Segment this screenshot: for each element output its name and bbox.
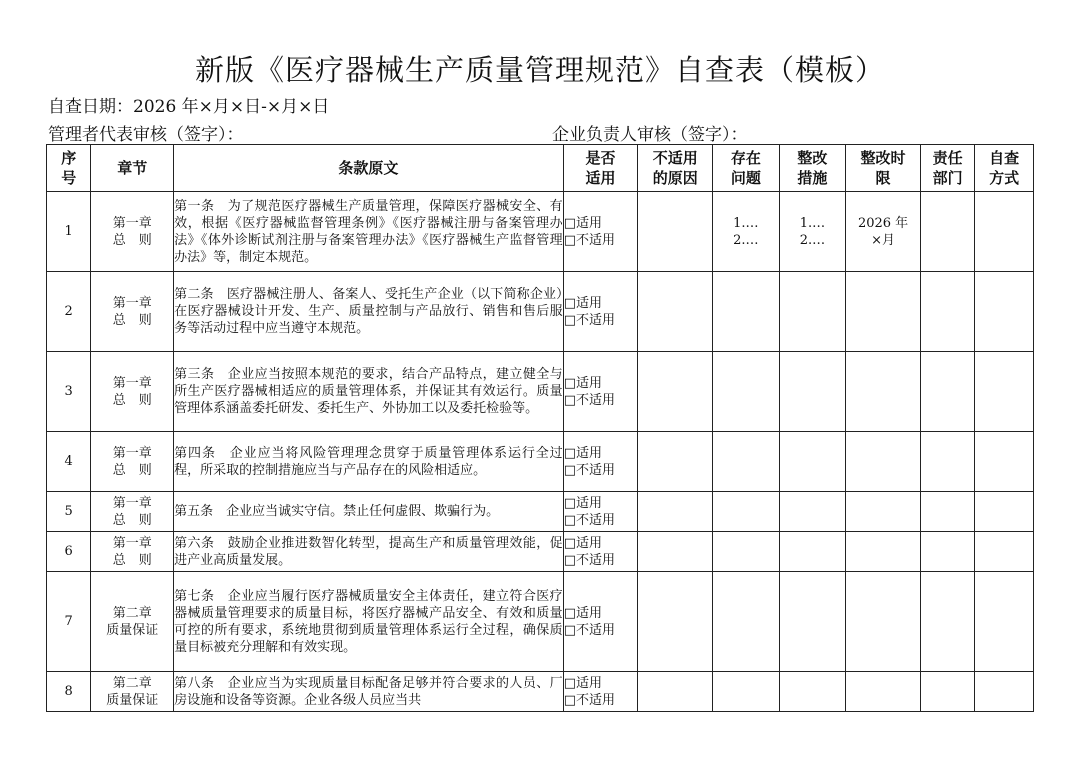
applicable-checkbox[interactable]: □适用: [563, 675, 602, 691]
row-number: 6: [47, 532, 91, 572]
row-method-cell[interactable]: [975, 492, 1034, 532]
row-issues-cell[interactable]: [713, 492, 780, 532]
not-applicable-checkbox[interactable]: □不适用: [563, 462, 615, 478]
row-applicability[interactable]: [563, 572, 638, 672]
row-clause-text: 第二条 医疗器械注册人、备案人、受托生产企业（以下简称企业）在医疗器械设计开发、生产、质量控制与产品放行、销售和售后服务等活动过程中应当遵守本规范。: [174, 272, 564, 352]
applicable-checkbox[interactable]: □适用: [563, 375, 602, 391]
not-applicable-checkbox[interactable]: □不适用: [563, 512, 615, 528]
row-issues-cell[interactable]: [713, 432, 780, 492]
row-measures-cell[interactable]: [779, 272, 846, 352]
header-check-method: 自查 方式: [975, 145, 1034, 192]
row-reason-cell[interactable]: [638, 272, 713, 352]
row-issues-cell[interactable]: [713, 672, 780, 712]
row-number: 5: [47, 492, 91, 532]
row-chapter: 第一章 总 则: [91, 192, 174, 272]
table-row: [47, 532, 1034, 572]
row-issues-cell[interactable]: [713, 572, 780, 672]
row-dept-cell[interactable]: [920, 492, 974, 532]
row-number: 8: [47, 672, 91, 712]
table-row: [47, 492, 1034, 532]
header-deadline: 整改时 限: [846, 145, 921, 192]
row-clause-text: 第五条 企业应当诚实守信。禁止任何虚假、欺骗行为。: [174, 492, 564, 532]
row-deadline-cell[interactable]: [846, 352, 921, 432]
header-responsible-dept: 责任 部门: [920, 145, 974, 192]
row-issues-cell[interactable]: [713, 532, 780, 572]
header-applicable: 是否 适用: [563, 145, 638, 192]
not-applicable-checkbox[interactable]: □不适用: [563, 692, 615, 708]
row-chapter: 第一章 总 则: [91, 492, 174, 532]
row-applicability[interactable]: [563, 432, 638, 492]
row-applicability[interactable]: [563, 492, 638, 532]
row-deadline-cell[interactable]: [846, 432, 921, 492]
management-representative-signature: 管理者代表审核（签字）：: [48, 125, 244, 145]
row-applicability[interactable]: [563, 532, 638, 572]
row-clause-text: 第一条 为了规范医疗器械生产质量管理，保障医疗器械安全、有效，根据《医疗器械监督管理条例》《医疗器械注册与备案管理办法》《体外诊断试剂注册与备案管理办法》《医疗器械生产监督管理办法》等，制定本规范。: [174, 192, 564, 272]
row-dept-cell[interactable]: [920, 532, 974, 572]
row-reason-cell[interactable]: [638, 432, 713, 492]
header-not-applicable-reason: 不适用 的原因: [638, 145, 713, 192]
row-clause-text: 第六条 鼓励企业推进数智化转型，提高生产和质量管理效能，促进产业高质量发展。: [174, 532, 564, 572]
row-reason-cell[interactable]: [638, 352, 713, 432]
row-applicability[interactable]: [563, 192, 638, 272]
table-row: [47, 432, 1034, 492]
row-measures-cell[interactable]: [779, 572, 846, 672]
row-chapter: 第一章 总 则: [91, 532, 174, 572]
applicable-checkbox[interactable]: □适用: [563, 535, 602, 551]
row-dept-cell[interactable]: [920, 672, 974, 712]
row-reason-cell[interactable]: [638, 672, 713, 712]
row-number: 1: [47, 192, 91, 272]
self-check-table: [46, 144, 1034, 712]
row-method-cell[interactable]: [975, 272, 1034, 352]
check-date: 自查日期：2026 年×月×日-×月×日: [48, 97, 330, 117]
row-dept-cell[interactable]: [920, 272, 974, 352]
row-number: 7: [47, 572, 91, 672]
table-row: [47, 352, 1034, 432]
row-measures-cell[interactable]: [779, 432, 846, 492]
company-head-signature: 企业负责人审核（签字）：: [552, 125, 748, 145]
row-chapter: 第一章 总 则: [91, 352, 174, 432]
row-clause-text: 第七条 企业应当履行医疗器械质量安全主体责任，建立符合医疗器械质量管理要求的质量目标，将医疗器械产品安全、有效和质量可控的所有要求，系统地贯彻到质量管理体系运行全过程，确保质量目标被充分理解和有效实现。: [174, 572, 564, 672]
table-row: [47, 672, 1034, 712]
table-row: [47, 192, 1034, 272]
row-reason-cell[interactable]: [638, 532, 713, 572]
row-method-cell[interactable]: [975, 192, 1034, 272]
row-applicability[interactable]: [563, 272, 638, 352]
header-row: [47, 145, 1034, 192]
row-number: 3: [47, 352, 91, 432]
row-deadline-cell[interactable]: 2026 年 ×月: [846, 192, 921, 272]
row-method-cell[interactable]: [975, 432, 1034, 492]
row-method-cell[interactable]: [975, 672, 1034, 712]
row-reason-cell[interactable]: [638, 572, 713, 672]
not-applicable-checkbox[interactable]: □不适用: [563, 312, 615, 328]
row-chapter: 第一章 总 则: [91, 432, 174, 492]
row-dept-cell[interactable]: [920, 352, 974, 432]
row-measures-cell[interactable]: [779, 672, 846, 712]
applicable-checkbox[interactable]: □适用: [563, 215, 602, 231]
row-clause-text: 第三条 企业应当按照本规范的要求，结合产品特点，建立健全与所生产医疗器械相适应的质量管理体系，并保证其有效运行。质量管理体系涵盖委托研发、委托生产、外协加工以及委托检验等。: [174, 352, 564, 432]
header-chapter: 章节: [91, 145, 174, 192]
row-chapter: 第二章 质量保证: [91, 672, 174, 712]
document-title: 新版《医疗器械生产质量管理规范》自查表（模板）: [194, 53, 885, 87]
row-clause-text: 第四条 企业应当将风险管理理念贯穿于质量管理体系运行全过程，所采取的控制措施应当与产品存在的风险相适应。: [174, 432, 564, 492]
row-dept-cell[interactable]: [920, 432, 974, 492]
row-issues-cell[interactable]: 1.… 2.…: [713, 192, 780, 272]
row-dept-cell[interactable]: [920, 192, 974, 272]
row-measures-cell[interactable]: [779, 352, 846, 432]
row-applicability[interactable]: [563, 352, 638, 432]
not-applicable-checkbox[interactable]: □不适用: [563, 552, 615, 568]
row-number: 4: [47, 432, 91, 492]
row-measures-cell[interactable]: 1.… 2.…: [779, 192, 846, 272]
header-issues: 存在 问题: [713, 145, 780, 192]
row-deadline-cell[interactable]: [846, 272, 921, 352]
applicable-checkbox[interactable]: □适用: [563, 445, 602, 461]
applicable-checkbox[interactable]: □适用: [563, 495, 602, 511]
row-method-cell[interactable]: [975, 572, 1034, 672]
row-issues-cell[interactable]: [713, 272, 780, 352]
row-clause-text: 第八条 企业应当为实现质量目标配备足够并符合要求的人员、厂房设施和设备等资源。企业各级人员应当共: [174, 672, 564, 712]
row-chapter: 第二章 质量保证: [91, 572, 174, 672]
row-deadline-cell[interactable]: [846, 672, 921, 712]
row-number: 2: [47, 272, 91, 352]
table-row: [47, 272, 1034, 352]
row-reason-cell[interactable]: [638, 492, 713, 532]
header-no: 序 号: [47, 145, 91, 192]
row-method-cell[interactable]: [975, 352, 1034, 432]
row-dept-cell[interactable]: [920, 572, 974, 672]
row-issues-cell[interactable]: [713, 352, 780, 432]
row-applicability[interactable]: [563, 672, 638, 712]
row-measures-cell[interactable]: [779, 492, 846, 532]
applicable-checkbox[interactable]: □适用: [563, 605, 602, 621]
row-reason-cell[interactable]: [638, 192, 713, 272]
row-deadline-cell[interactable]: [846, 532, 921, 572]
row-deadline-cell[interactable]: [846, 492, 921, 532]
row-chapter: 第一章 总 则: [91, 272, 174, 352]
table-row: [47, 572, 1034, 672]
row-measures-cell[interactable]: [779, 532, 846, 572]
row-deadline-cell[interactable]: [846, 572, 921, 672]
not-applicable-checkbox[interactable]: □不适用: [563, 622, 615, 638]
header-measures: 整改 措施: [779, 145, 846, 192]
applicable-checkbox[interactable]: □适用: [563, 295, 602, 311]
row-method-cell[interactable]: [975, 532, 1034, 572]
header-clause: 条款原文: [174, 145, 564, 192]
not-applicable-checkbox[interactable]: □不适用: [563, 232, 615, 248]
not-applicable-checkbox[interactable]: □不适用: [563, 392, 615, 408]
